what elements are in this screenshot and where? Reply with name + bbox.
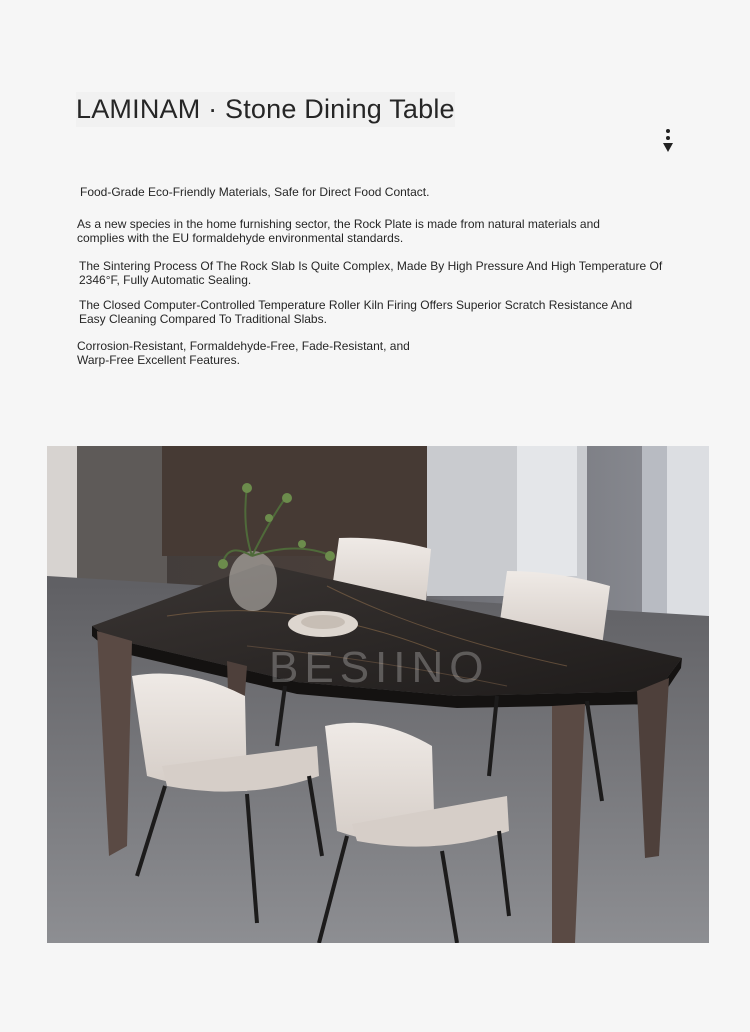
wood-panel — [162, 446, 427, 556]
feature-text-resistance: Corrosion-Resistant, Formaldehyde-Free, Fade-Resistant, and Warp-Free Excellent Features. — [77, 339, 410, 367]
more-vertical-icon[interactable] — [660, 128, 676, 156]
vase — [229, 551, 277, 611]
feature-text-sintering: The Sintering Process Of The Rock Slab Is Quite Complex, Made By High Pressure And High Temperature Of 2346°F, Fully Automatic Sealing. — [79, 259, 663, 287]
feature-text-kiln-firing: The Closed Computer-Controlled Temperature Roller Kiln Firing Offers Superior Scratch Resistance And Easy Cleaning Compared To Traditional Slabs. — [79, 298, 633, 326]
product-photo — [47, 446, 709, 943]
page-title: LAMINAM · Stone Dining Table — [76, 92, 455, 127]
feature-text-eco-standard: As a new species in the home furnishing sector, the Rock Plate is made from natural materials and complies with the EU formaldehyde environmental standards. — [77, 217, 600, 245]
watermark: BESIINO — [269, 643, 490, 692]
feature-text-food-grade: Food-Grade Eco-Friendly Materials, Safe for Direct Food Contact. — [80, 185, 430, 199]
